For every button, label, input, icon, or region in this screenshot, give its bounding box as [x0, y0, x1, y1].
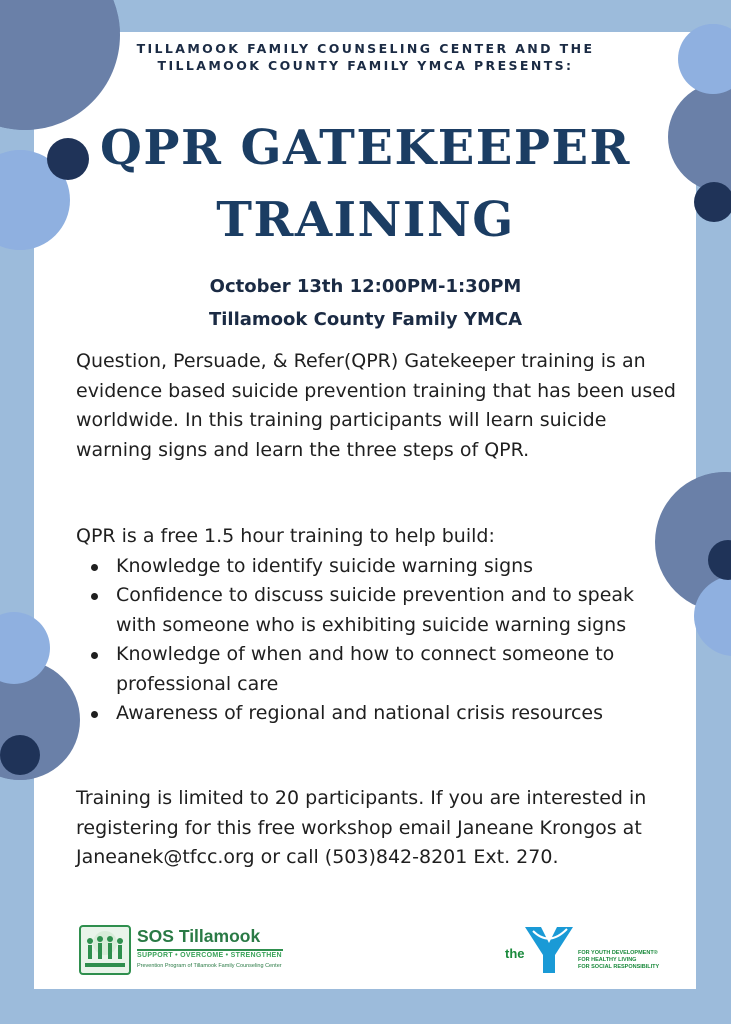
presenter-line-1: TILLAMOOK FAMILY COUNSELING CENTER AND THE [136, 41, 595, 56]
sos-tillamook-logo [79, 925, 289, 975]
divider [137, 949, 283, 951]
decor-circle [0, 735, 40, 775]
event-datetime: October 13th 12:00PM-1:30PM [209, 276, 522, 297]
sos-subtitle: Prevention Program of Tillamook Family Counseling Center [137, 963, 282, 969]
title-line-1: QPR GATEKEEPER [100, 120, 631, 176]
list-item: Knowledge to identify suicide warning signs [76, 552, 676, 582]
ymca-line-2: FOR HEALTHY LIVING [578, 957, 637, 963]
list-item: Knowledge of when and how to connect someone to professional care [76, 640, 676, 699]
registration-paragraph: Training is limited to 20 participants. If you are interested in registering for this free workshop email Janeane Krongos at Janeanek@tfcc.org or call (503)842-8201 Ext. 270. [76, 787, 647, 868]
event-location: Tillamook County Family YMCA [208, 309, 523, 330]
title-line-2: TRAINING [216, 192, 515, 248]
presenter-line-2: TILLAMOOK COUNTY FAMILY YMCA PRESENTS: [157, 58, 574, 73]
people-icon [79, 925, 131, 975]
ymca-line-1: FOR YOUTH DEVELOPMENT® [578, 950, 658, 956]
ymca-y-icon [523, 925, 575, 975]
ymca-the: the [505, 946, 525, 961]
sos-name: SOS Tillamook [137, 926, 261, 946]
list-item: Awareness of regional and national crisis resources [76, 699, 676, 729]
presenter-header [0, 40, 731, 74]
intro-paragraph: Question, Persuade, & Refer(QPR) Gatekeeper training is an evidence based suicide prevention training that has been used worldwide. In this training participants will learn suicide warning signs and learn the three steps of QPR. [76, 350, 676, 461]
ymca-mission [578, 950, 659, 971]
ymca-logo [505, 925, 665, 975]
event-details [0, 270, 731, 336]
benefits-section [76, 522, 676, 729]
sos-tagline: SUPPORT • OVERCOME • STRENGTHEN [137, 952, 282, 959]
benefits-list [76, 552, 676, 729]
list-item: Confidence to discuss suicide prevention and to speak with someone who is exhibiting suicide warning signs [76, 581, 676, 640]
ymca-line-3: FOR SOCIAL RESPONSIBILITY [578, 964, 660, 970]
page-title [0, 112, 731, 256]
benefits-lead: QPR is a free 1.5 hour training to help build: [76, 525, 495, 547]
